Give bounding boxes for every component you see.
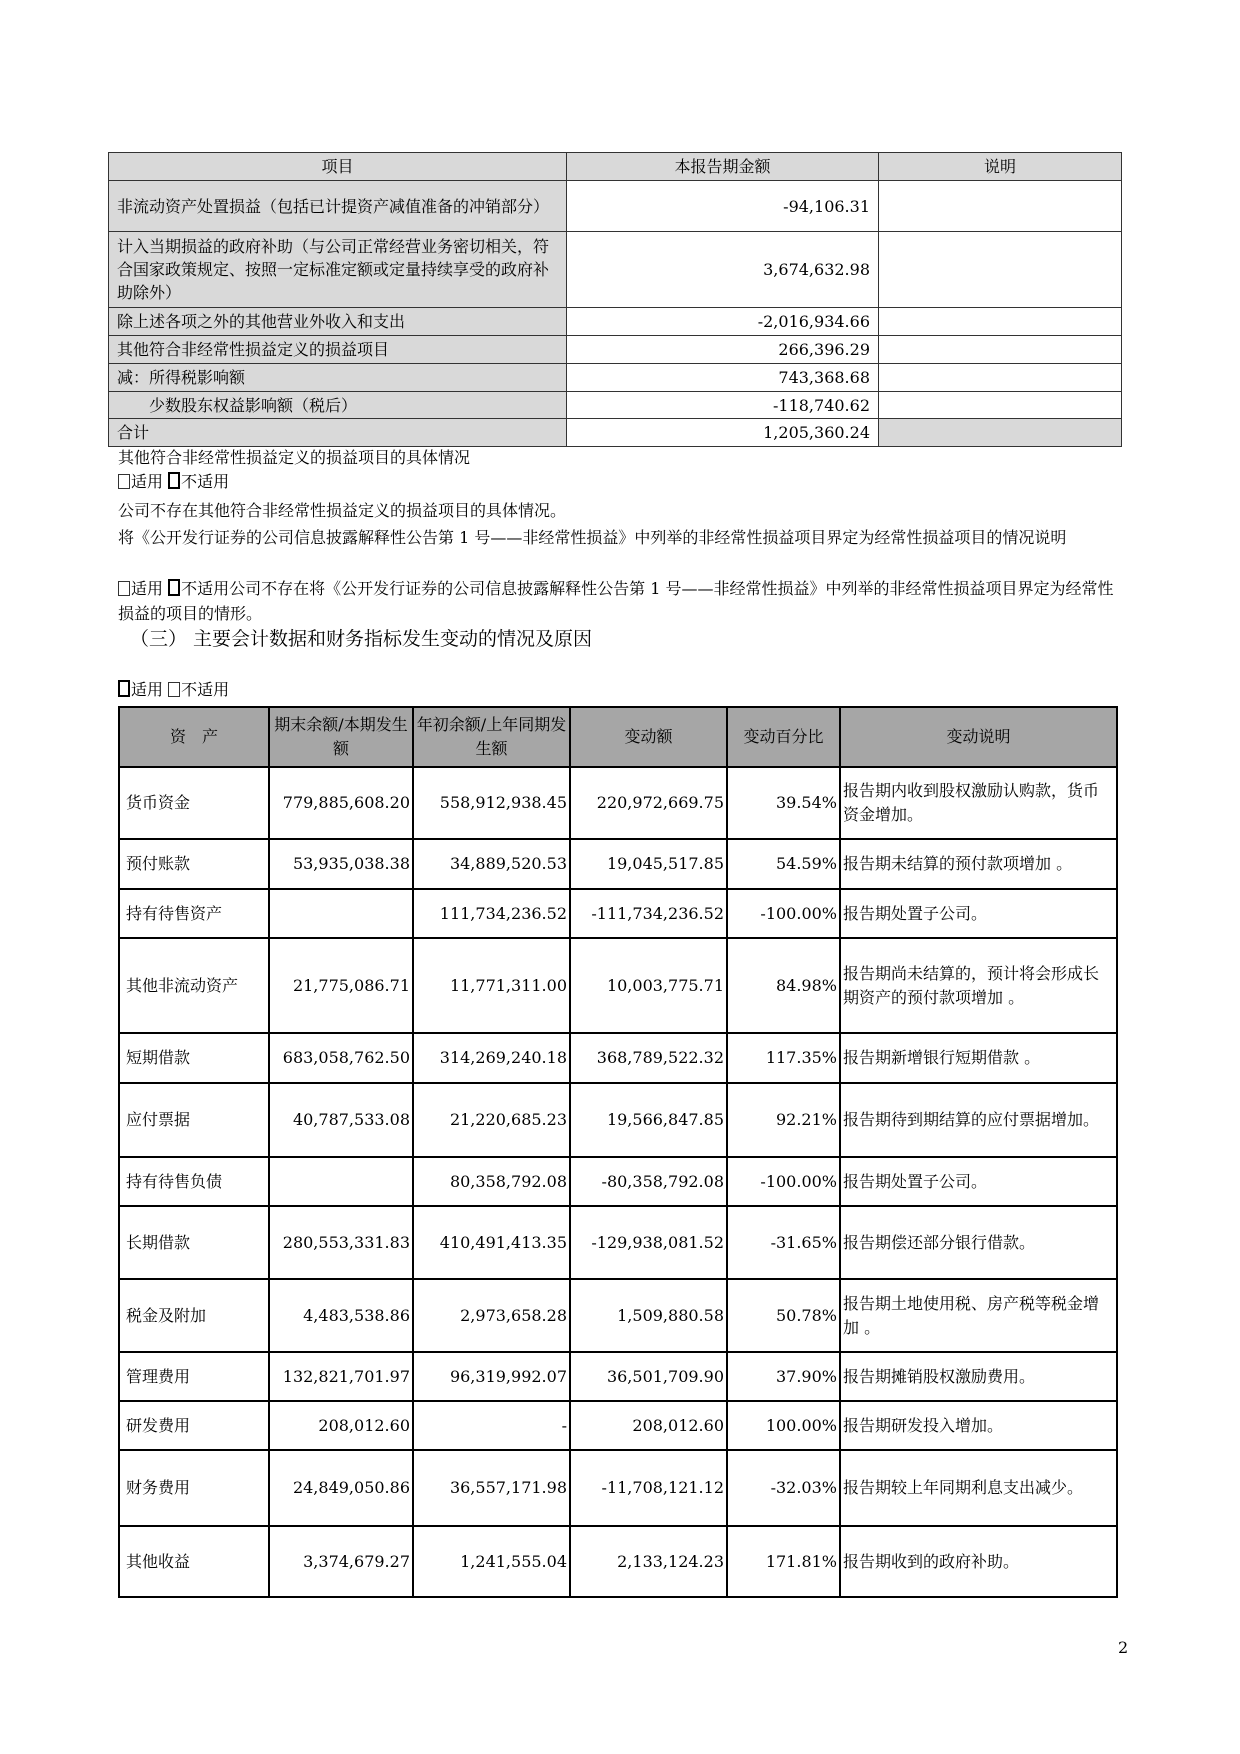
checkbox-applicable[interactable]	[118, 680, 130, 697]
applicability-line-2	[118, 576, 1123, 626]
row-asset: 其他收益	[119, 1526, 269, 1597]
table-row	[119, 1450, 1117, 1526]
table-row	[109, 181, 1122, 232]
table-row	[119, 767, 1117, 839]
label-not-applicable: 不适用	[181, 472, 230, 491]
header-change-note: 变动说明	[840, 707, 1117, 767]
row-asset: 长期借款	[119, 1206, 269, 1279]
header-note: 说明	[879, 153, 1122, 181]
row-ending-balance: 21,775,086.71	[269, 938, 413, 1033]
row-amount: 743,368.68	[567, 364, 879, 392]
row-change-note: 报告期较上年同期利息支出减少。	[840, 1450, 1117, 1526]
row-change-percent: -31.65%	[727, 1206, 840, 1279]
header-amount: 本报告期金额	[567, 153, 879, 181]
row-opening-balance: 21,220,685.23	[413, 1083, 570, 1157]
row-note	[879, 308, 1122, 336]
row-ending-balance: 683,058,762.50	[269, 1033, 413, 1083]
row-opening-balance: 314,269,240.18	[413, 1033, 570, 1083]
table-row	[119, 1279, 1117, 1352]
row-amount: 3,674,632.98	[567, 232, 879, 308]
table-row	[119, 1033, 1117, 1083]
row-asset: 研发费用	[119, 1401, 269, 1450]
row-asset: 预付账款	[119, 839, 269, 889]
row-change-amount: 10,003,775.71	[570, 938, 727, 1033]
row-asset: 其他非流动资产	[119, 938, 269, 1033]
row-change-note: 报告期未结算的预付款项增加 。	[840, 839, 1117, 889]
row-change-note: 报告期内收到股权激励认购款，货币资金增加。	[840, 767, 1117, 839]
row-change-note: 报告期研发投入增加。	[840, 1401, 1117, 1450]
row-change-note: 报告期处置子公司。	[840, 889, 1117, 938]
table-row	[119, 938, 1117, 1033]
table-row	[109, 364, 1122, 392]
table-row	[109, 392, 1122, 419]
label-not-applicable: 不适用	[181, 579, 230, 598]
row-ending-balance: 24,849,050.86	[269, 1450, 413, 1526]
row-opening-balance: 558,912,938.45	[413, 767, 570, 839]
row-ending-balance: 3,374,679.27	[269, 1526, 413, 1597]
row-item: 合计	[109, 419, 567, 447]
row-opening-balance: -	[413, 1401, 570, 1450]
row-opening-balance: 111,734,236.52	[413, 889, 570, 938]
header-change-amount: 变动额	[570, 707, 727, 767]
row-change-note: 报告期偿还部分银行借款。	[840, 1206, 1117, 1279]
row-asset: 货币资金	[119, 767, 269, 839]
row-ending-balance: 132,821,701.97	[269, 1352, 413, 1401]
row-change-note: 报告期收到的政府补助。	[840, 1526, 1117, 1597]
checkbox-not-applicable[interactable]	[168, 579, 180, 596]
paragraph-definition-note: 将《公开发行证券的公司信息披露解释性公告第 1 号——非经常性损益》中列举的非经常性损益项目界定为经常性损益项目的情况说明	[118, 528, 1067, 547]
row-opening-balance: 34,889,520.53	[413, 839, 570, 889]
row-change-amount: 36,501,709.90	[570, 1352, 727, 1401]
row-asset: 持有待售资产	[119, 889, 269, 938]
row-change-percent: -100.00%	[727, 1157, 840, 1206]
row-asset: 管理费用	[119, 1352, 269, 1401]
row-item: 少数股东权益影响额（税后）	[109, 392, 567, 419]
table-row	[119, 1526, 1117, 1597]
row-item: 减：所得税影响额	[109, 364, 567, 392]
header-ending-balance: 期末余额/本期发生额	[269, 707, 413, 767]
section-heading: （三） 主要会计数据和财务指标发生变动的情况及原因	[130, 628, 593, 650]
row-amount: -2,016,934.66	[567, 308, 879, 336]
row-change-percent: 50.78%	[727, 1279, 840, 1352]
row-opening-balance: 36,557,171.98	[413, 1450, 570, 1526]
paragraph-no-reclassification: 公司不存在将《公开发行证券的公司信息披露解释性公告第 1 号——非经常性损益》中列举的非经常性损益项目界定为经常性损益的项目的情形。	[118, 579, 1114, 623]
paragraph-no-other-items: 公司不存在其他符合非经常性损益定义的损益项目的具体情况。	[118, 501, 567, 520]
applicability-line-3	[118, 679, 229, 701]
row-ending-balance: 53,935,038.38	[269, 839, 413, 889]
row-opening-balance: 96,319,992.07	[413, 1352, 570, 1401]
applicability-line-1	[118, 471, 229, 493]
table-row	[119, 1157, 1117, 1206]
row-change-note: 报告期新增银行短期借款 。	[840, 1033, 1117, 1083]
table-header-row	[109, 153, 1122, 181]
table-row	[109, 336, 1122, 364]
page-number: 2	[1118, 1638, 1129, 1657]
table-row	[119, 1401, 1117, 1450]
row-ending-balance: 208,012.60	[269, 1401, 413, 1450]
table-row	[109, 419, 1122, 447]
row-change-note: 报告期处置子公司。	[840, 1157, 1117, 1206]
header-item: 项目	[109, 153, 567, 181]
row-change-note: 报告期待到期结算的应付票据增加。	[840, 1083, 1117, 1157]
row-change-percent: 54.59%	[727, 839, 840, 889]
row-item: 计入当期损益的政府补助（与公司正常经营业务密切相关，符合国家政策规定、按照一定标准定额或定量持续享受的政府补助除外）	[109, 232, 567, 308]
row-opening-balance: 2,973,658.28	[413, 1279, 570, 1352]
row-ending-balance	[269, 1157, 413, 1206]
row-asset: 持有待售负债	[119, 1157, 269, 1206]
row-note	[879, 336, 1122, 364]
row-change-amount: -11,708,121.12	[570, 1450, 727, 1526]
row-change-amount: 208,012.60	[570, 1401, 727, 1450]
row-amount: -94,106.31	[567, 181, 879, 232]
table-header-row	[119, 707, 1117, 767]
row-asset: 税金及附加	[119, 1279, 269, 1352]
table-row	[119, 839, 1117, 889]
row-note	[879, 392, 1122, 419]
row-amount: -118,740.62	[567, 392, 879, 419]
row-change-amount: 19,045,517.85	[570, 839, 727, 889]
header-opening-balance: 年初余额/上年同期发生额	[413, 707, 570, 767]
row-note	[879, 232, 1122, 308]
row-item: 其他符合非经常性损益定义的损益项目	[109, 336, 567, 364]
row-change-percent: 84.98%	[727, 938, 840, 1033]
row-change-percent: 100.00%	[727, 1401, 840, 1450]
checkbox-applicable[interactable]	[118, 581, 130, 596]
table-row	[119, 1352, 1117, 1401]
table-row	[119, 1083, 1117, 1157]
row-asset: 应付票据	[119, 1083, 269, 1157]
row-opening-balance: 11,771,311.00	[413, 938, 570, 1033]
row-amount: 1,205,360.24	[567, 419, 879, 447]
row-ending-balance	[269, 889, 413, 938]
row-change-percent: -100.00%	[727, 889, 840, 938]
row-change-amount: 220,972,669.75	[570, 767, 727, 839]
row-change-amount: -111,734,236.52	[570, 889, 727, 938]
row-note	[879, 181, 1122, 232]
checkbox-applicable[interactable]	[118, 474, 130, 489]
row-ending-balance: 779,885,608.20	[269, 767, 413, 839]
row-change-amount: 368,789,522.32	[570, 1033, 727, 1083]
row-ending-balance: 4,483,538.86	[269, 1279, 413, 1352]
label-applicable: 适用	[131, 579, 164, 598]
table-row	[119, 1206, 1117, 1279]
table-row	[119, 889, 1117, 938]
header-asset: 资 产	[119, 707, 269, 767]
row-change-note: 报告期摊销股权激励费用。	[840, 1352, 1117, 1401]
row-change-percent: 117.35%	[727, 1033, 840, 1083]
row-change-amount: 1,509,880.58	[570, 1279, 727, 1352]
row-asset: 财务费用	[119, 1450, 269, 1526]
row-note	[879, 364, 1122, 392]
row-ending-balance: 280,553,331.83	[269, 1206, 413, 1279]
row-change-note: 报告期土地使用税、房产税等税金增加 。	[840, 1279, 1117, 1352]
row-item: 非流动资产处置损益（包括已计提资产减值准备的冲销部分）	[109, 181, 567, 232]
row-asset: 短期借款	[119, 1033, 269, 1083]
row-amount: 266,396.29	[567, 336, 879, 364]
row-change-percent: 92.21%	[727, 1083, 840, 1157]
row-change-percent: -32.03%	[727, 1450, 840, 1526]
checkbox-not-applicable[interactable]	[168, 472, 180, 489]
row-opening-balance: 80,358,792.08	[413, 1157, 570, 1206]
checkbox-not-applicable[interactable]	[168, 682, 180, 697]
label-applicable: 适用	[131, 472, 164, 491]
row-change-amount: 19,566,847.85	[570, 1083, 727, 1157]
row-opening-balance: 1,241,555.04	[413, 1526, 570, 1597]
table-row	[109, 232, 1122, 308]
row-item: 除上述各项之外的其他营业外收入和支出	[109, 308, 567, 336]
row-change-amount: -80,358,792.08	[570, 1157, 727, 1206]
non-recurring-gains-table	[108, 152, 1122, 447]
row-change-percent: 171.81%	[727, 1526, 840, 1597]
financial-changes-table	[118, 706, 1118, 1598]
label-applicable: 适用	[131, 680, 164, 699]
paragraph-other-items: 其他符合非经常性损益定义的损益项目的具体情况	[118, 448, 471, 467]
label-not-applicable: 不适用	[181, 680, 230, 699]
row-change-note: 报告期尚未结算的，预计将会形成长期资产的预付款项增加 。	[840, 938, 1117, 1033]
row-change-percent: 39.54%	[727, 767, 840, 839]
row-opening-balance: 410,491,413.35	[413, 1206, 570, 1279]
row-ending-balance: 40,787,533.08	[269, 1083, 413, 1157]
row-change-amount: 2,133,124.23	[570, 1526, 727, 1597]
row-note	[879, 419, 1122, 447]
table-row	[109, 308, 1122, 336]
row-change-amount: -129,938,081.52	[570, 1206, 727, 1279]
row-change-percent: 37.90%	[727, 1352, 840, 1401]
header-change-percent: 变动百分比	[727, 707, 840, 767]
